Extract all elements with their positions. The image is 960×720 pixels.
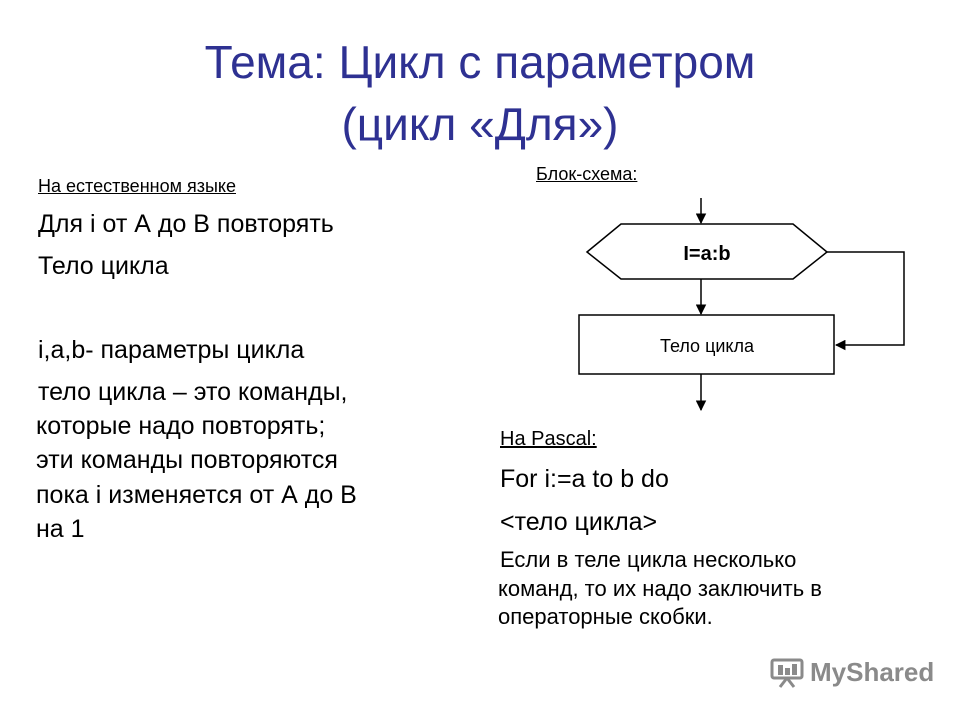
loop-body-description-line4: пока i изменяется от А до В: [36, 481, 357, 509]
natural-language-line1: Для i от А до В повторять: [38, 210, 334, 238]
loop-body-label: Тело цикла: [659, 336, 755, 356]
pascal-note-line2: команд, то их надо заключить в: [498, 576, 822, 601]
presentation-board-icon: [770, 656, 804, 688]
watermark-text: MyShared: [810, 656, 935, 687]
pascal-heading: На Pascal:: [500, 428, 597, 450]
loop-body-description-line5: на 1: [36, 515, 85, 543]
loop-body-description-line3: эти команды повторяются: [36, 446, 338, 474]
natural-language-line2: Тело цикла: [38, 252, 169, 280]
pascal-code-line2: <тело цикла>: [500, 508, 658, 536]
slide-title-line2: (цикл «Для»): [341, 98, 619, 150]
loop-back-arrow: [827, 252, 904, 345]
loop-body-description-line1: тело цикла – это команды,: [38, 378, 348, 406]
loop-hexagon-label: I=a:b: [683, 243, 731, 265]
slide-title-line1: Тема: Цикл с параметром: [204, 36, 756, 88]
parameters-description: i,a,b- параметры цикла: [38, 336, 305, 364]
natural-language-heading: На естественном языке: [38, 176, 236, 196]
pascal-note-line1: Если в теле цикла несколько: [500, 547, 797, 572]
loop-body-description-line2: которые надо повторять;: [36, 412, 326, 440]
watermark-logo: [770, 656, 934, 688]
pascal-note-line3: операторные скобки.: [498, 604, 713, 629]
flowchart-heading: Блок-схема:: [536, 164, 638, 184]
pascal-code-line1: For i:=a to b do: [500, 465, 669, 493]
